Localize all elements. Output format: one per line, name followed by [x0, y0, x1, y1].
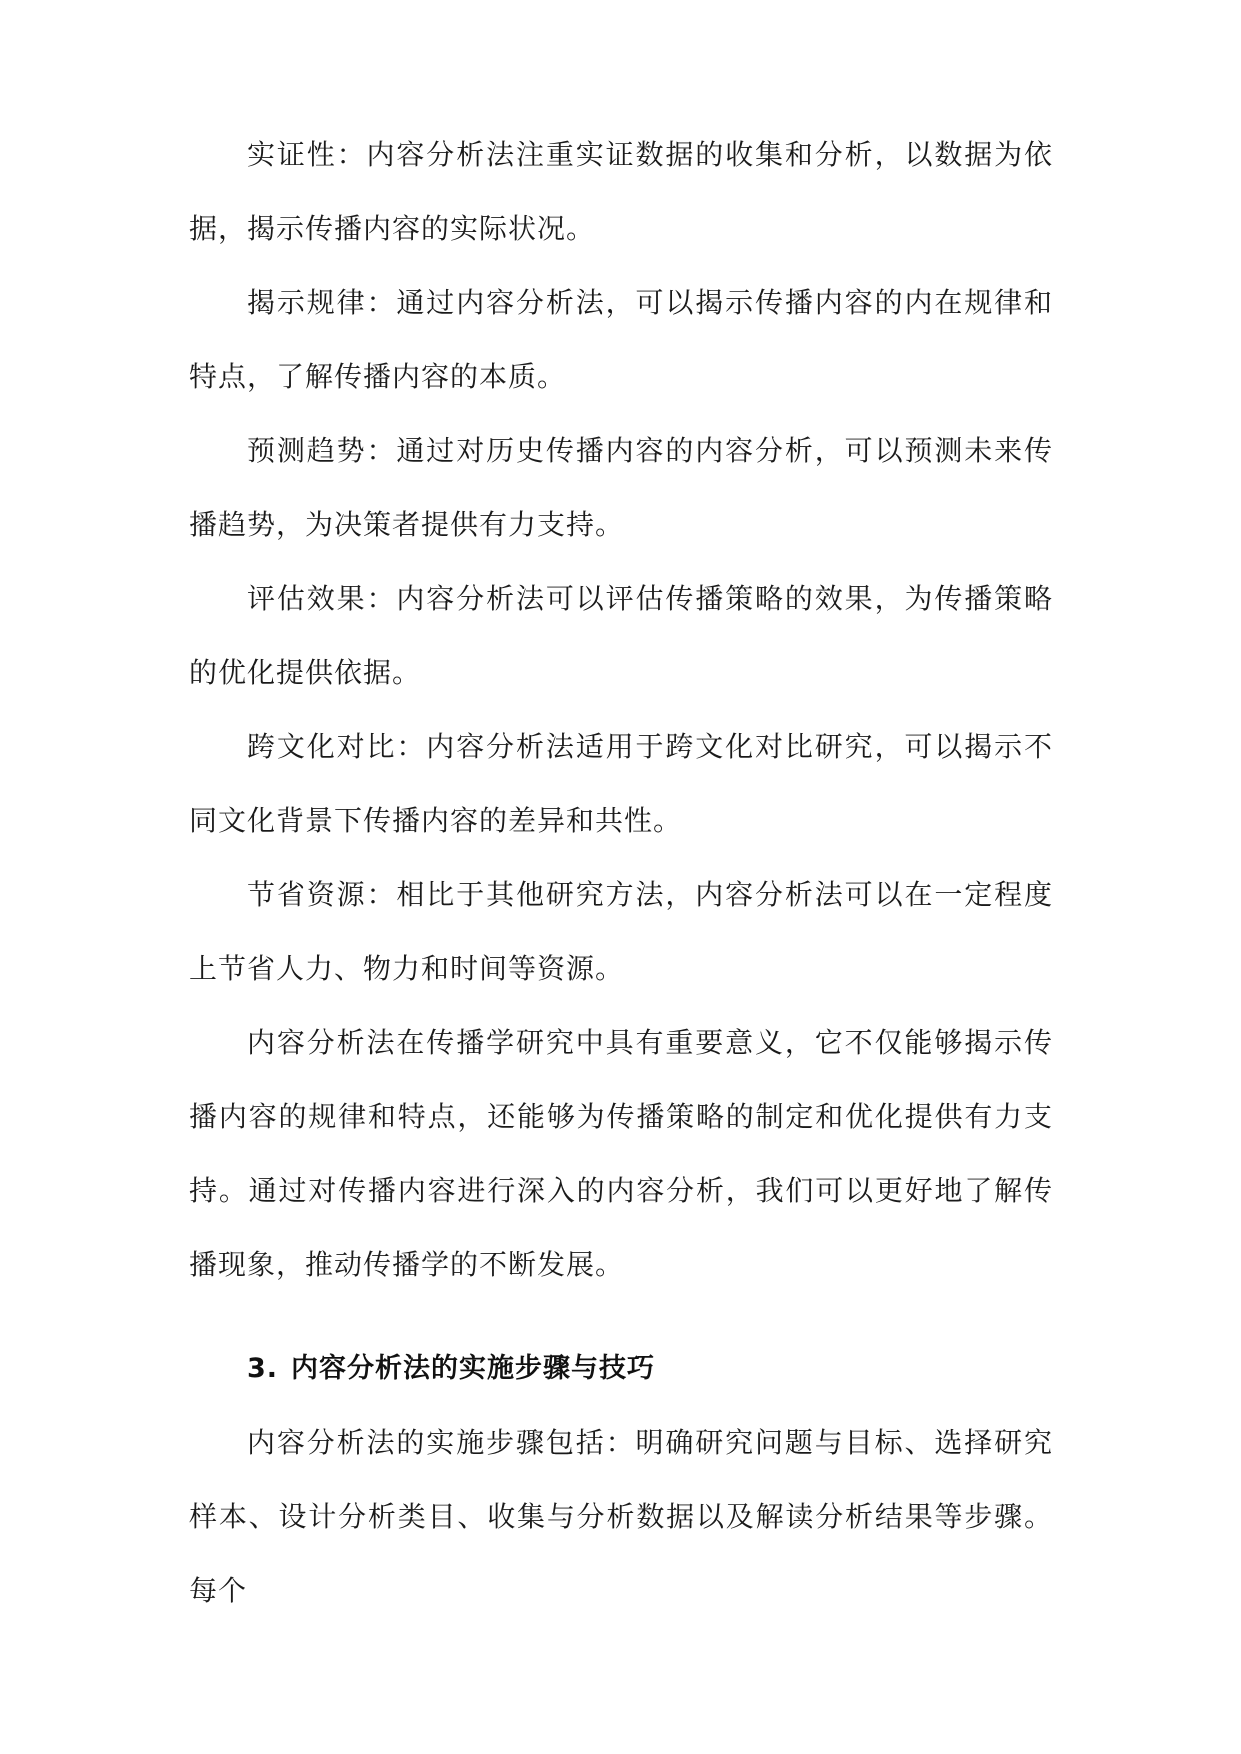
paragraph-empirical: 实证性：内容分析法注重实证数据的收集和分析，以数据为依据，揭示传播内容的实际状况。: [189, 138, 1053, 245]
paragraph-steps: 内容分析法的实施步骤包括：明确研究问题与目标、选择研究样本、设计分析类目、收集与分析数据以及解读分析结果等步骤。每个: [189, 1426, 1053, 1607]
paragraph-predict-trends: 预测趋势：通过对历史传播内容的内容分析，可以预测未来传播趋势，为决策者提供有力支持。: [189, 434, 1053, 541]
paragraph-reveal-patterns: 揭示规律：通过内容分析法，可以揭示传播内容的内在规律和特点，了解传播内容的本质。: [189, 286, 1053, 393]
paragraph-cross-cultural: 跨文化对比：内容分析法适用于跨文化对比研究，可以揭示不同文化背景下传播内容的差异和共性。: [189, 730, 1053, 837]
section-title: 内容分析法的实施步骤与技巧: [291, 1353, 655, 1384]
body-text: [189, 118, 1053, 1628]
section-heading: [189, 1332, 1053, 1406]
section-number: 3.: [247, 1353, 279, 1384]
paragraph-significance: 内容分析法在传播学研究中具有重要意义，它不仅能够揭示传播内容的规律和特点，还能够为传播策略的制定和优化提供有力支持。通过对传播内容进行深入的内容分析，我们可以更好地了解传播现象，推动传播学的不断发展。: [189, 1026, 1053, 1281]
paragraph-evaluate-effects: 评估效果：内容分析法可以评估传播策略的效果，为传播策略的优化提供依据。: [189, 582, 1053, 689]
paragraph-save-resources: 节省资源：相比于其他研究方法，内容分析法可以在一定程度上节省人力、物力和时间等资源。: [189, 878, 1053, 985]
